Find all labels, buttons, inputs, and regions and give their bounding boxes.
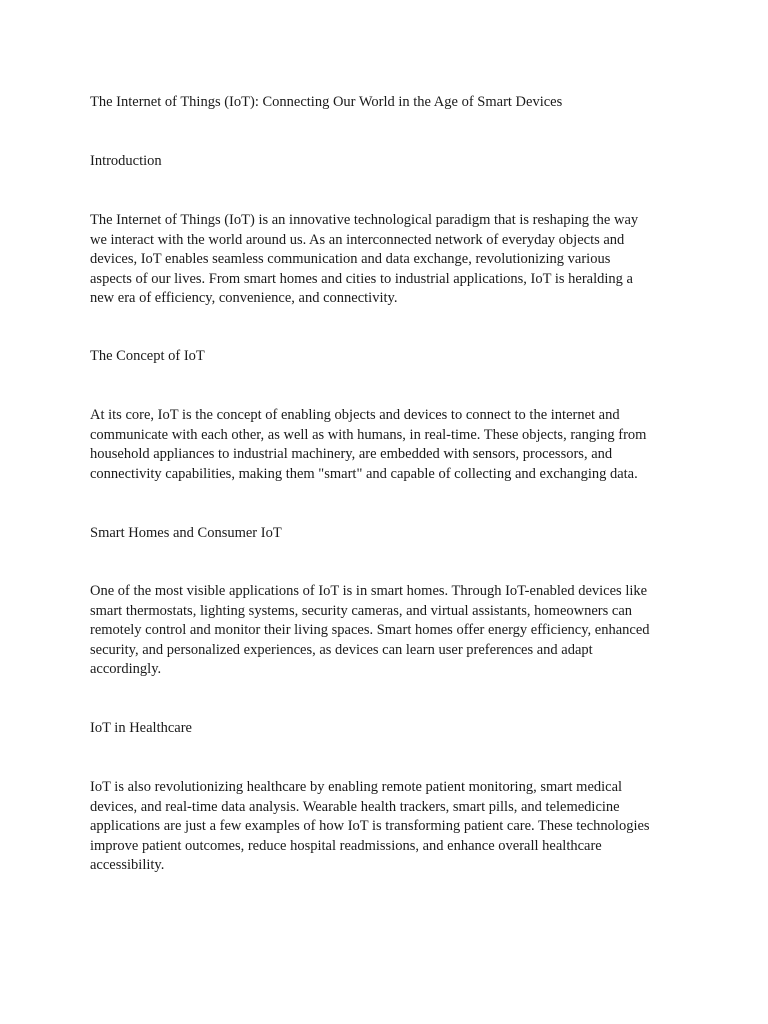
section-heading-smart-homes: Smart Homes and Consumer IoT [90,525,282,541]
paragraph-line: devices, and real-time data analysis. Wearable health trackers, smart pills, and telemedicine [90,798,620,815]
paragraph-line: we interact with the world around us. As an interconnected network of everyday objects and [90,231,625,248]
section-paragraph-smart-homes [90,582,690,680]
section-paragraph-healthcare [90,778,690,876]
paragraph-line: At its core, IoT is the concept of enabling objects and devices to connect to the internet and [90,407,620,423]
section-heading-concept: The Concept of IoT [90,348,205,364]
paragraph-line: remotely control and monitor their living spaces. Smart homes offer energy efficiency, enhanced [90,622,650,638]
section-heading-introduction: Introduction [90,153,162,169]
section-heading-healthcare: IoT in Healthcare [90,720,192,736]
paragraph-line: IoT is also revolutionizing healthcare by enabling remote patient monitoring, smart medical [90,779,623,795]
section-paragraph-concept [90,406,690,484]
paragraph-line: improve patient outcomes, reduce hospital readmissions, and enhance overall healthcare [90,837,602,854]
paragraph-line: devices, IoT enables seamless communication and data exchange, revolutionizing various [90,251,611,267]
paragraph-line: The Internet of Things (IoT) is an innovative technological paradigm that is reshaping the way [90,212,639,228]
paragraph-line: security, and personalized experiences, as devices can learn user preferences and adapt [90,641,593,658]
paragraph-line: applications are just a few examples of how IoT is transforming patient care. These technologies [90,818,650,834]
paragraph-line: communicate with each other, as well as with humans, in real-time. These objects, ranging from [90,426,647,443]
paragraph-line: new era of efficiency, convenience, and connectivity. [90,290,398,306]
paragraph-line: household appliances to industrial machinery, are embedded with sensors, processors, and [90,446,613,462]
paragraph-line: connectivity capabilities, making them "smart" and capable of collecting and exchanging data. [90,465,638,482]
paragraph-line: accordingly. [90,661,162,677]
paragraph-line: aspects of our lives. From smart homes and cities to industrial applications, IoT is heralding a [90,270,633,287]
paragraph-line: accessibility. [90,857,165,873]
document-title: The Internet of Things (IoT): Connecting Our World in the Age of Smart Devices [90,94,563,110]
section-paragraph-introduction [90,211,690,309]
paragraph-line: smart thermostats, lighting systems, security cameras, and virtual assistants, homeowners can [90,602,633,619]
paragraph-line: One of the most visible applications of IoT is in smart homes. Through IoT-enabled devices like [90,583,648,599]
